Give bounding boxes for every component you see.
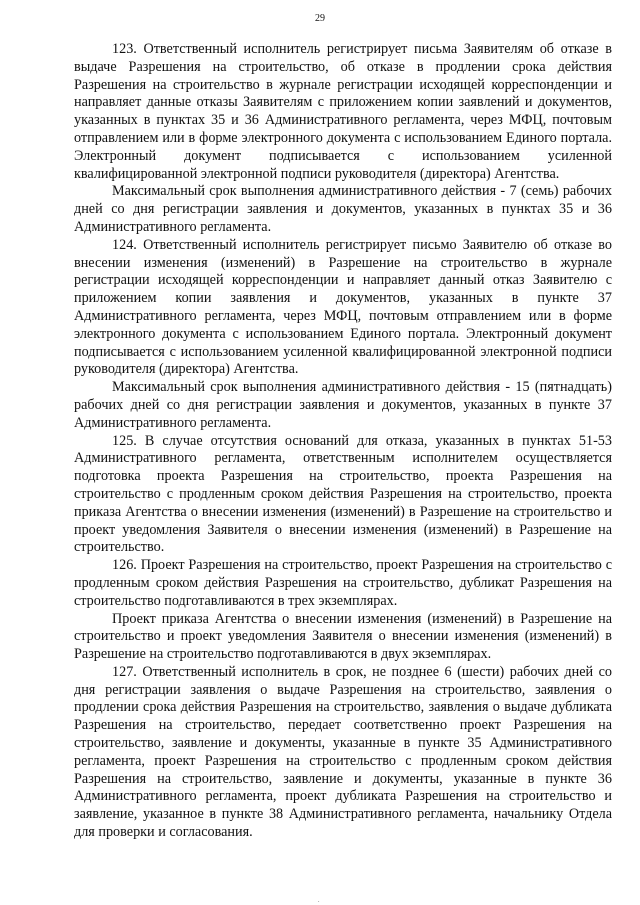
paragraph-125: 125. В случае отсутствия оснований для отказа, указанных в пунктах 51-53 Административного регламента, ответственным исполнителем осуществляется подготовка проекта Разрешения на строительство, проекта Разрешения на строительство с продленным сроком действия Разрешения на строительство, проекта приказа Агентства о внесении изменения (изменений) в Разрешение на строительство и проект уведомления Заявителя о внесении изменения (изменений) в Разрешение на строительство. bbox=[74, 432, 612, 556]
paragraph-123: 123. Ответственный исполнитель регистрирует письма Заявителям об отказе в выдаче Разрешения на строительство, об отказе в продлении срока действия Разрешения на строительство в журнале регистрации исходящей корреспонденции и направляет данные отказы Заявителям с приложением копии заявлений и документов, указанных в пунктах 35 и 36 Административного регламента, через МФЦ, почтовым отправлением или в форме электронного документа с использованием Единого портала. Электронный документ подписывается с использованием усиленной квалифицированной электронной подписи руководителя (директора) Агентства. bbox=[74, 41, 612, 182]
bottom-mark: . bbox=[318, 898, 320, 904]
paragraph-123-deadline: Максимальный срок выполнения административного действия - 7 (семь) рабочих дней со дня регистрации заявления и документов, указанных в пунктах 35 и 36 Административного регламента. bbox=[74, 183, 612, 235]
paragraph-127: 127. Ответственный исполнитель в срок, не позднее 6 (шести) рабочих дней со дня регистрации заявления о выдаче Разрешения на строительство, заявления о продлении срока действия Разрешения на строительство, заявления о выдаче дубликата Разрешения на строительство, передает соответственно проект Разрешения на строительство, заявление и документы, указанные в пункте 35 Административного регламента, проект Разрешения на строительство с продленным сроком действия Разрешения на строительство, заявление и документы, указанные в пункте 36 Административного регламента, проект дубликата Разрешения на строительство и заявление, указанное в пункте 38 Административного регламента, начальнику Отдела для проверки и согласования. bbox=[74, 663, 612, 841]
paragraph-124: 124. Ответственный исполнитель регистрирует письмо Заявителю об отказе во внесении изменения (изменений) в Разрешение на строительство в журнале регистрации исходящей корреспонденции и направляет данный отказ Заявителю с приложением копии заявления и документов, указанных в пункте 37 Административного регламента, через МФЦ, почтовым отправлением или в форме электронного документа с использованием Единого портала. Электронный документ подписывается с использованием усиленной квалифицированной электронной подписи руководителя (директора) Агентства. bbox=[74, 236, 612, 378]
paragraph-124-deadline: Максимальный срок выполнения административного действия - 15 (пятнадцать) рабочих дней со дня регистрации заявления и документов, указанных в пункте 37 Административного регламента. bbox=[74, 379, 612, 431]
page-number: 29 bbox=[315, 13, 325, 24]
paragraph-126-order-copies: Проект приказа Агентства о внесении изменения (изменений) в Разрешение на строительство и проект уведомления Заявителя о внесении изменения (изменений) в Разрешение на строительство подготавливаются в двух экземплярах. bbox=[74, 610, 612, 663]
document-body bbox=[74, 41, 612, 842]
paragraph-126: 126. Проект Разрешения на строительство, проект Разрешения на строительство с продленным сроком действия Разрешения на строительство, дубликат Разрешения на строительство подготавливаются в трех экземплярах. bbox=[74, 557, 612, 609]
